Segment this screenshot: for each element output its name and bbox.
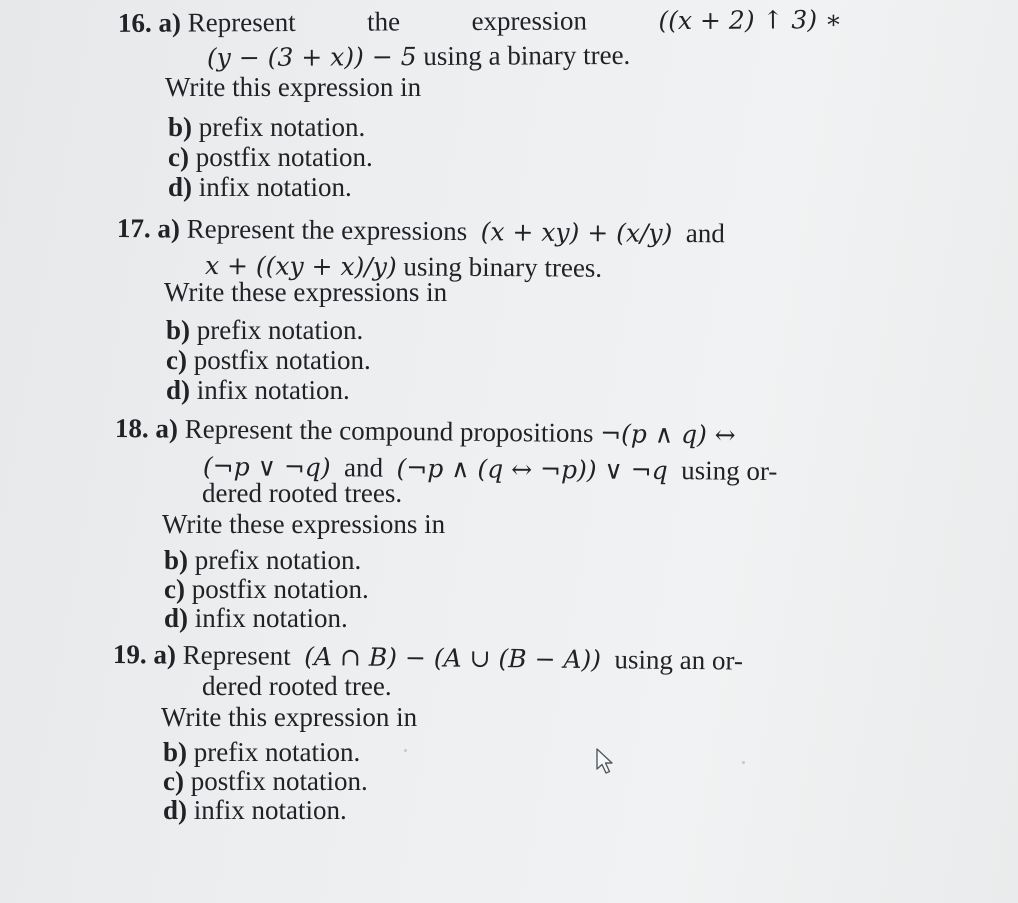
q18-item-b <box>164 545 361 575</box>
q18-line1-text: Represent the compound propositions <box>184 413 594 449</box>
q18-and: and <box>343 452 384 483</box>
q17-line1-text: Represent the expressions <box>186 213 468 247</box>
q16-line2-text: using a binary tree. <box>423 39 631 71</box>
q17-item-d <box>166 375 350 405</box>
q19-line2: dered rooted tree. <box>202 671 392 701</box>
q18-line3: dered rooted trees. <box>202 478 403 508</box>
item-label: c) <box>164 574 185 604</box>
q16-expression-part2: (y − (3 + x)) − 5 <box>206 42 417 73</box>
item-label: d) <box>168 172 193 202</box>
item-text: prefix notation. <box>194 545 362 575</box>
q19-write-instruction: Write this expression in <box>161 702 418 732</box>
q18-proposition-1b: (¬p ∨ ¬q) <box>202 452 331 483</box>
item-label: b) <box>166 315 191 345</box>
q17-expression-2: x + ((xy + x)/y) <box>204 251 397 282</box>
q17-number: 17. <box>116 213 151 244</box>
q16-word-1: Represent <box>187 6 296 38</box>
q16-word-2: the <box>367 6 401 37</box>
item-text: postfix notation. <box>195 142 373 172</box>
q17-part-a-label: a) <box>157 213 181 244</box>
q16-item-d <box>168 172 352 202</box>
q17-write-instruction: Write these expressions in <box>164 277 448 307</box>
q19-item-d <box>163 795 347 825</box>
item-text: postfix notation. <box>191 574 369 604</box>
q19-item-c <box>163 766 368 796</box>
mouse-pointer-icon[interactable] <box>592 747 618 777</box>
q16-write-instruction: Write this expression in <box>165 72 422 102</box>
q19-line1-text: Represent <box>182 639 291 671</box>
q19-number: 19. <box>112 639 147 670</box>
item-text: prefix notation. <box>196 315 364 345</box>
page-speck <box>742 761 745 764</box>
item-text: infix notation. <box>198 172 352 202</box>
item-text: postfix notation. <box>190 766 368 796</box>
q17-line2-text: using binary trees. <box>403 251 603 283</box>
q16-expression-part1: ((x + 2) ↑ 3) ∗ <box>658 5 843 36</box>
q18-part-a-label: a) <box>155 413 179 444</box>
q18-line2-text: using or- <box>681 455 778 487</box>
q16-word-3: expression <box>471 5 588 37</box>
q18-line1 <box>115 413 736 450</box>
item-label: c) <box>163 766 184 796</box>
item-label: d) <box>163 795 188 825</box>
q18-number: 18. <box>114 413 149 444</box>
q18-item-d <box>164 603 348 633</box>
q18-write-instruction: Write these expressions in <box>162 509 446 539</box>
q18-proposition-2: (¬p ∧ (q ↔ ¬p)) ∨ ¬q <box>396 453 668 486</box>
page-speck <box>404 749 407 752</box>
item-label: d) <box>164 603 189 633</box>
item-text: infix notation. <box>196 375 350 405</box>
q17-item-c <box>166 345 371 375</box>
item-label: b) <box>164 545 189 575</box>
item-text: infix notation. <box>193 795 347 825</box>
q16-item-c <box>168 142 373 172</box>
item-text: prefix notation. <box>193 737 361 767</box>
item-label: d) <box>166 375 191 405</box>
q19-part-a-label: a) <box>153 639 177 670</box>
item-label: c) <box>168 142 189 172</box>
q16-number: 16. <box>117 7 152 38</box>
q17-item-b <box>166 315 363 345</box>
q16-part-a-label: a) <box>158 7 182 38</box>
q18-proposition-1a: ¬(p ∧ q) ↔ <box>600 419 736 450</box>
item-text: infix notation. <box>194 603 348 633</box>
q19-line1-end: using an or- <box>614 644 744 676</box>
q18-item-c <box>164 574 369 604</box>
q16-item-b <box>168 112 365 142</box>
q17-and: and <box>685 217 725 249</box>
item-label: b) <box>163 737 188 767</box>
item-text: prefix notation. <box>198 112 366 142</box>
q19-item-b <box>163 737 360 767</box>
item-text: postfix notation. <box>193 345 371 375</box>
q16-line1 <box>118 4 842 39</box>
q17-expression-1: (x + xy) + (x/y) <box>480 217 673 248</box>
q16-line2 <box>207 40 630 73</box>
item-label: b) <box>168 112 193 142</box>
q19-set-expression: (A ∩ B) − (A ∪ (B − A)) <box>304 642 602 675</box>
q17-line1 <box>117 213 725 249</box>
item-label: c) <box>166 345 187 375</box>
